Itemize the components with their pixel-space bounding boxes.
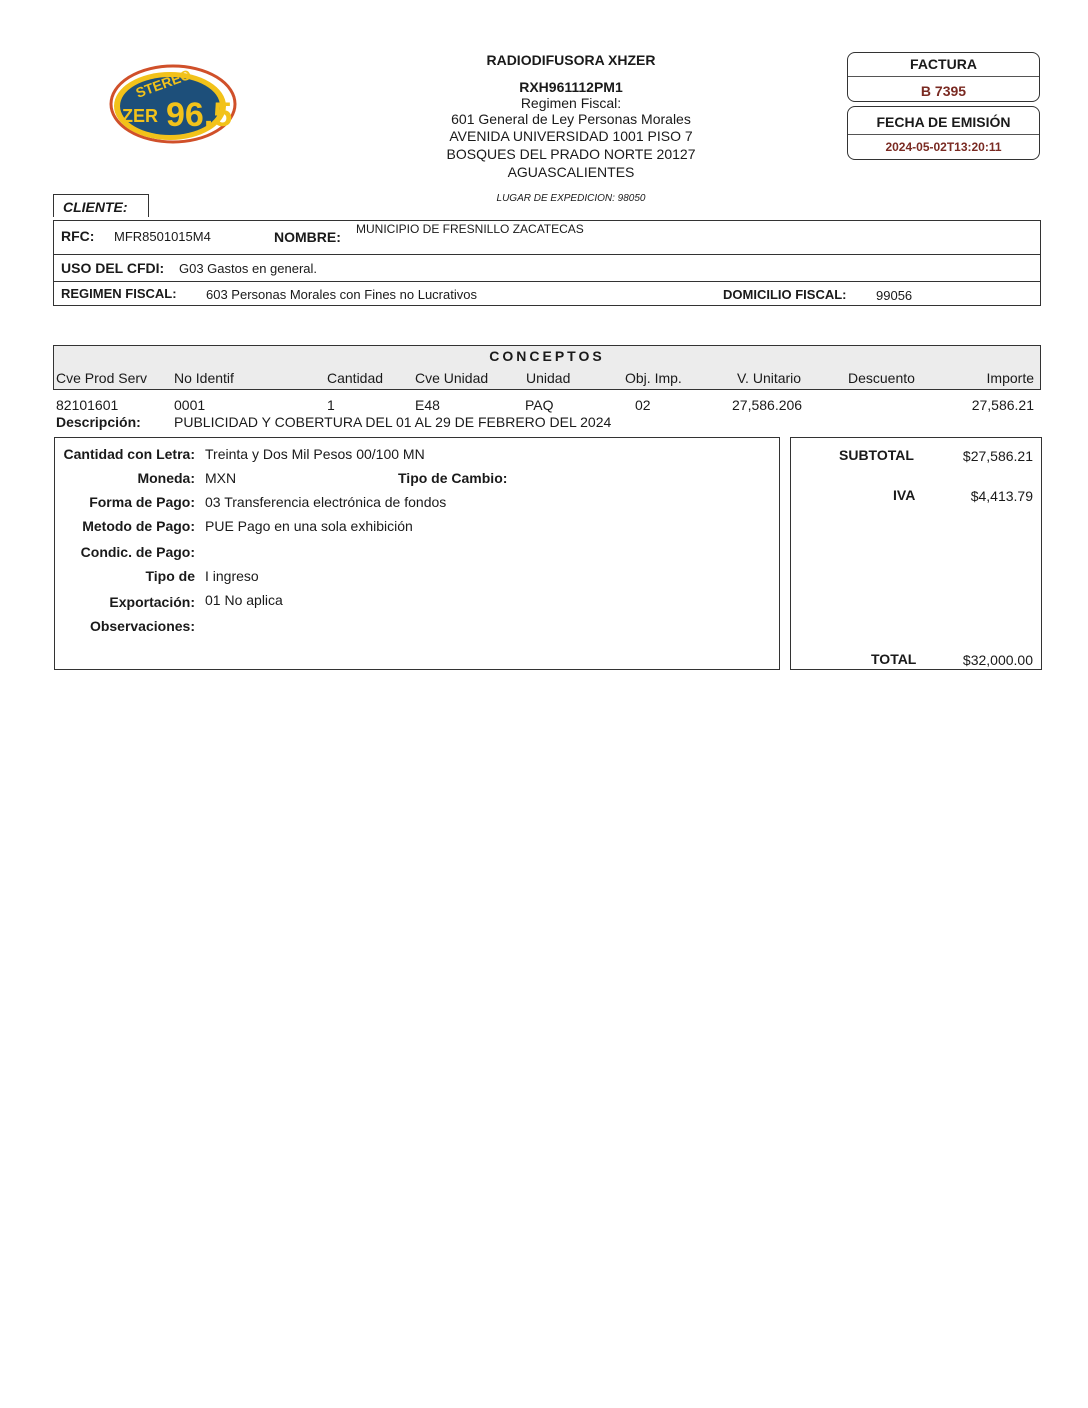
metodo-pago-label: Metodo de Pago: (82, 518, 195, 534)
col-importe: Importe (986, 370, 1034, 386)
client-box (53, 220, 1041, 306)
col-descuento: Descuento (848, 370, 915, 386)
col-cve-prod: Cve Prod Serv (56, 370, 148, 386)
svg-text:ZER: ZER (122, 106, 158, 126)
issuer-address: AVENIDA UNIVERSIDAD 1001 PISO 7 (449, 128, 693, 144)
col-no-identif: No Identif (174, 370, 234, 386)
cell-unidad: PAQ (525, 397, 554, 413)
totals-box (790, 437, 1042, 670)
issuer-city: AGUASCALIENTES (507, 164, 635, 180)
cell-cantidad: 1 (327, 397, 335, 413)
details-box (54, 437, 780, 670)
station-logo (108, 60, 238, 153)
regimen-label: REGIMEN FISCAL: (61, 286, 177, 301)
tipo-label: Tipo de (145, 568, 195, 584)
forma-pago: 03 Transferencia electrónica de fondos (205, 494, 447, 510)
cell-obj-imp: 02 (635, 397, 651, 413)
concepts-header (53, 345, 1041, 390)
cantidad-letra: Treinta y Dos Mil Pesos 00/100 MN (205, 446, 425, 462)
issuer-regimen-label: Regimen Fiscal: (520, 95, 622, 111)
uso-cfdi: G03 Gastos en general. (179, 261, 318, 276)
exportacion: 01 No aplica (205, 592, 283, 608)
cliente-tab (53, 194, 149, 217)
tipo-cambio-label: Tipo de Cambio: (398, 470, 508, 486)
concepts-title: CONCEPTOS (489, 348, 605, 364)
cell-importe: 27,586.21 (971, 397, 1034, 413)
client-nombre: MUNICIPIO DE FRESNILLO ZACATECAS (356, 222, 584, 236)
uso-cfdi-label: USO DEL CFDI: (61, 260, 165, 276)
factura-label: FACTURA (910, 56, 977, 72)
col-cve-unidad: Cve Unidad (415, 370, 489, 386)
exportacion-label: Exportación: (109, 594, 195, 610)
col-cantidad: Cantidad (327, 370, 384, 386)
condic-pago-label: Condic. de Pago: (80, 544, 195, 560)
client-rfc: MFR8501015M4 (114, 229, 211, 244)
nombre-label: NOMBRE: (274, 229, 341, 245)
col-unidad: Unidad (526, 370, 571, 386)
client-regimen: 603 Personas Morales con Fines no Lucrativos (206, 287, 477, 302)
subtotal-label: SUBTOTAL (839, 447, 914, 463)
cell-v-unitario: 27,586.206 (732, 397, 803, 413)
factura-box (847, 52, 1040, 102)
descripcion: PUBLICIDAD Y COBERTURA DEL 01 AL 29 DE FEBRERO DEL 2024 (174, 414, 612, 430)
forma-pago-label: Forma de Pago: (89, 494, 195, 510)
cell-cve-unidad: E48 (415, 397, 440, 413)
moneda-label: Moneda: (137, 470, 195, 486)
issuer-address-2: BOSQUES DEL PRADO NORTE 20127 (446, 146, 696, 162)
total-label: TOTAL (871, 651, 917, 667)
total: $32,000.00 (962, 652, 1033, 668)
iva-label: IVA (893, 487, 916, 503)
svg-text:STEREO: STEREO (133, 66, 194, 101)
fecha-label: FECHA DE EMISIÓN (876, 114, 1011, 130)
cell-no-identif: 0001 (174, 397, 206, 413)
moneda: MXN (205, 470, 237, 486)
fecha-emision: 2024-05-02T13:20:11 (885, 140, 1002, 154)
subtotal: $27,586.21 (962, 448, 1033, 464)
domicilio-label: DOMICILIO FISCAL: (723, 287, 847, 302)
col-obj-imp: Obj. Imp. (625, 370, 682, 386)
cell-cve-prod: 82101601 (56, 397, 119, 413)
issuer-regimen: 601 General de Ley Personas Morales (451, 111, 691, 127)
fecha-box (847, 106, 1040, 160)
observaciones-label: Observaciones: (89, 618, 195, 634)
col-v-unitario: V. Unitario (737, 370, 802, 386)
letra-label: Cantidad con Letra: (63, 446, 195, 462)
cliente-header: CLIENTE: (63, 199, 128, 215)
domicilio-fiscal: 99056 (876, 288, 913, 303)
lugar-expedicion: LUGAR DE EXPEDICION: 98050 (496, 193, 646, 204)
folio: B 7395 (920, 83, 967, 99)
issuer-name: RADIODIFUSORA XHZER (486, 52, 656, 68)
iva: $4,413.79 (970, 488, 1033, 504)
svg-text:96.5: 96.5 (166, 96, 233, 134)
descripcion-label: Descripción: (56, 414, 141, 430)
tipo-comprobante: I ingreso (205, 568, 259, 584)
rfc-label: RFC: (61, 228, 95, 244)
metodo-pago: PUE Pago en una sola exhibición (205, 518, 413, 534)
issuer-rfc: RXH961112PM1 (519, 79, 623, 95)
